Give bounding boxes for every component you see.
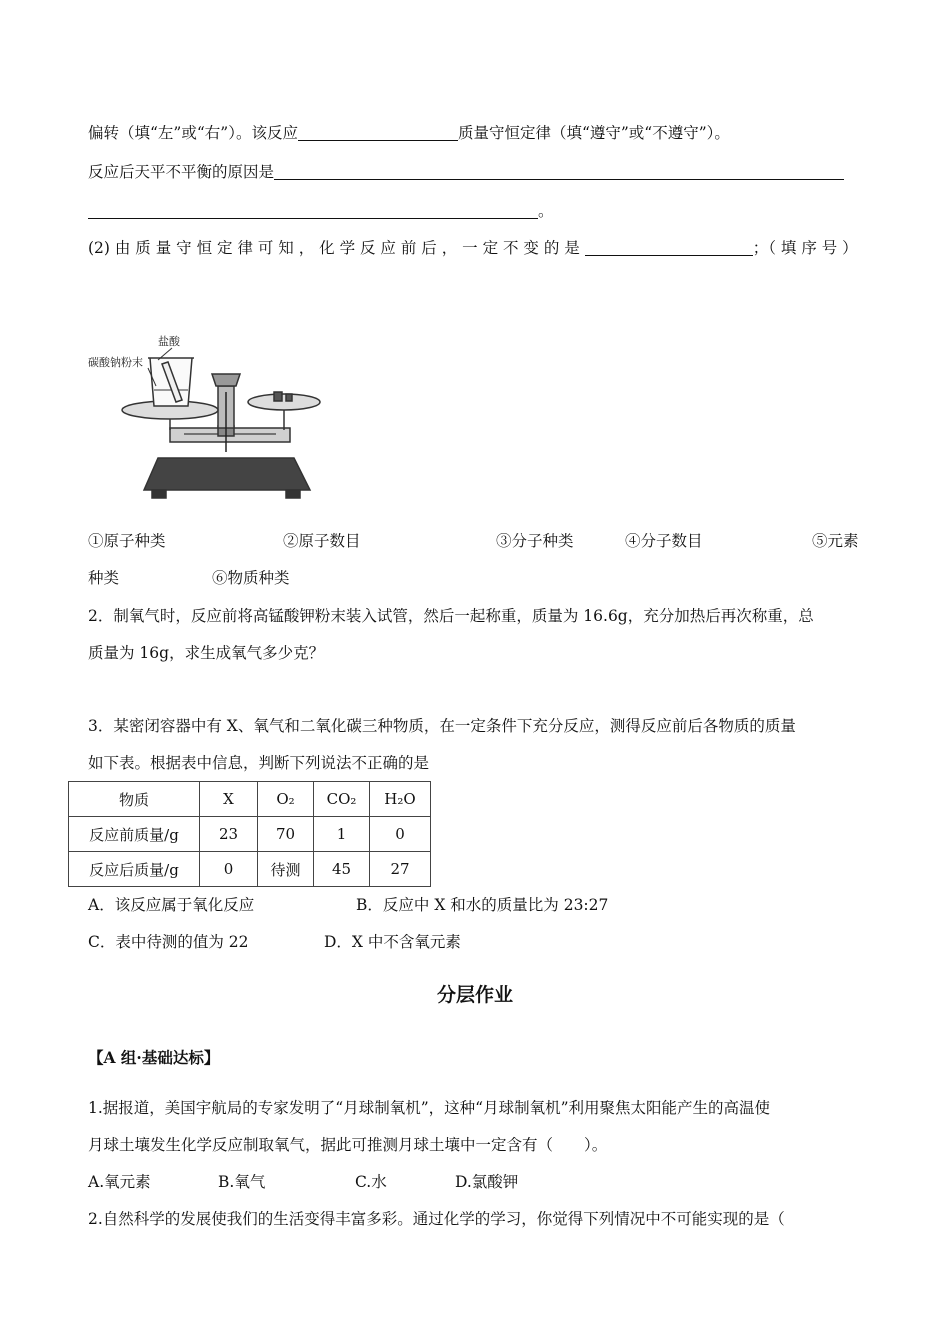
table-cell: H₂O xyxy=(370,782,431,817)
table-cell: 反应后质量/g xyxy=(69,852,200,887)
label-hcl: 盐酸 xyxy=(158,336,180,348)
table-cell: 45 xyxy=(314,852,370,887)
a1-option-c: C.水 xyxy=(355,1173,387,1191)
q3-line1: 3．某密闭容器中有 X、氧气和二氧化碳三种物质，在一定条件下充分反应，测得反应前后各物质的质量 xyxy=(88,717,796,735)
table-cell: O₂ xyxy=(258,782,314,817)
q3-option-d: D．X 中不含氧元素 xyxy=(324,933,461,951)
option-2: ②原子数目 xyxy=(283,532,361,550)
table-cell: 70 xyxy=(258,817,314,852)
answer-blank-reason-cont[interactable] xyxy=(88,202,538,219)
table-cell: X xyxy=(200,782,258,817)
table-cell: 27 xyxy=(370,852,431,887)
table-row xyxy=(69,852,431,887)
q1-line2: 反应后天平不平衡的原因是 xyxy=(88,160,844,182)
label-na2co3: 碳酸钠粉末 xyxy=(88,357,143,369)
table-header-row xyxy=(69,782,431,817)
q1-line1: 偏转（填“左”或“右”）。该反应 质量守恒定律（填“遵守”或“不遵守”）。 xyxy=(88,124,730,142)
table-cell: 物质 xyxy=(69,782,200,817)
q3-option-b: B．反应中 X 和水的质量比为 23:27 xyxy=(356,896,609,914)
q1-part2: (2) 由 质 量 守 恒 定 律 可 知 ， 化 学 反 应 前 后 ， 一 定 不 变 的 是 ；（ 填 序 号 ） xyxy=(88,239,858,257)
answer-blank-comply[interactable] xyxy=(298,124,458,141)
q2-line1: 2．制氧气时，反应前将高锰酸钾粉末装入试管，然后一起称重，质量为 16.6g，充分加热后再次称重，总 xyxy=(88,607,814,625)
a1-option-d: D.氯酸钾 xyxy=(455,1173,519,1191)
option-1: ①原子种类 xyxy=(88,532,166,550)
table-cell: 23 xyxy=(200,817,258,852)
table-cell: 1 xyxy=(314,817,370,852)
q3-option-c: C．表中待测的值为 22 xyxy=(88,933,249,951)
group-label: 【A 组·基础达标】 xyxy=(88,1048,220,1067)
table-cell: 0 xyxy=(370,817,431,852)
table-cell: 0 xyxy=(200,852,258,887)
answer-blank-unchanged[interactable] xyxy=(585,239,753,256)
table-cell: CO₂ xyxy=(314,782,370,817)
option-5-cont: 种类 xyxy=(88,569,120,587)
q2-line2: 质量为 16g，求生成氧气多少克？ xyxy=(88,644,325,662)
option-4: ④分子数目 xyxy=(625,532,703,550)
balance-figure xyxy=(88,330,328,502)
table-row xyxy=(69,817,431,852)
section-title: 分层作业 xyxy=(436,984,513,1006)
a1-line1: 1.据报道，美国宇航局的专家发明了“月球制氧机”，这种“月球制氧机”利用聚焦太阳能产生的高温使 xyxy=(88,1099,770,1117)
q1-line3: 。 xyxy=(88,199,554,221)
answer-blank-reason[interactable] xyxy=(274,163,844,180)
q3-option-a: A．该反应属于氧化反应 xyxy=(88,896,255,914)
a1-option-b: B.氧气 xyxy=(218,1173,266,1191)
a2-line1: 2.自然科学的发展使我们的生活变得丰富多彩。通过化学的学习，你觉得下列情况中不可能实现的是（ xyxy=(88,1210,785,1228)
a1-option-a: A.氧元素 xyxy=(88,1173,151,1191)
option-6: ⑥物质种类 xyxy=(212,569,290,587)
a1-line2: 月球土壤发生化学反应制取氧气，据此可推测月球土壤中一定含有（ ）。 xyxy=(88,1136,608,1154)
option-5: ⑤元素 xyxy=(812,532,859,550)
option-3: ③分子种类 xyxy=(496,532,574,550)
q3-line2: 如下表。根据表中信息，判断下列说法不正确的是 xyxy=(88,754,430,772)
table-cell: 反应前质量/g xyxy=(69,817,200,852)
mass-table xyxy=(68,781,431,887)
table-cell: 待测 xyxy=(258,852,314,887)
